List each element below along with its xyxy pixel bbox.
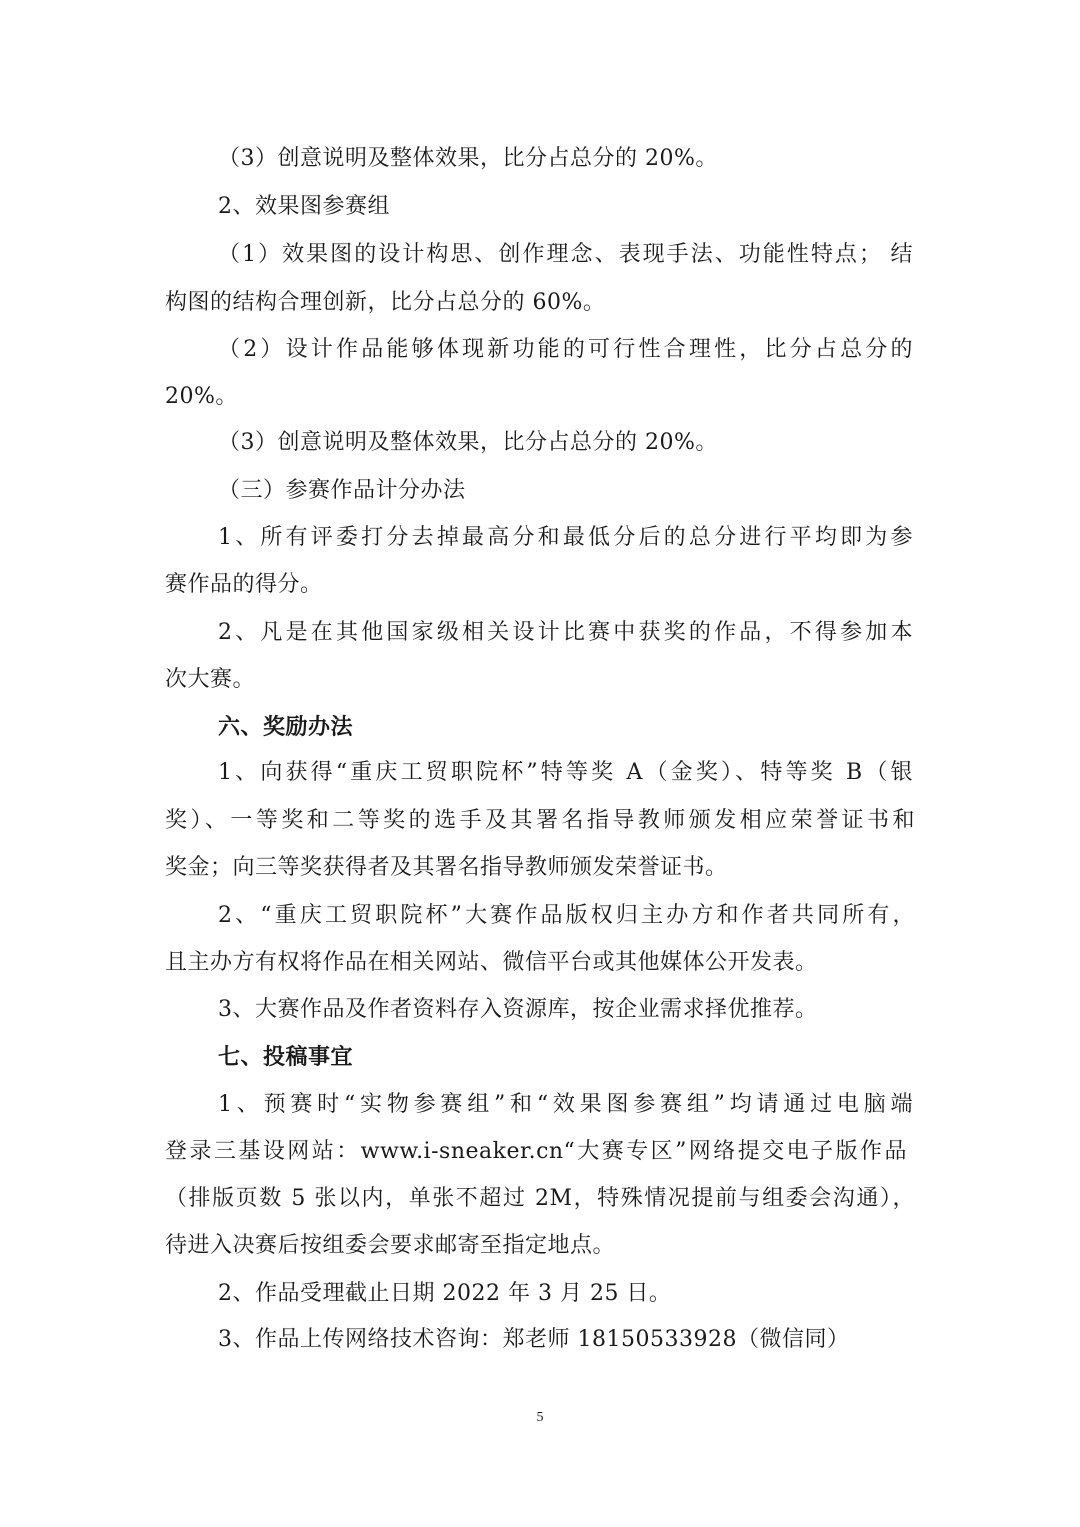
- paragraph-line: 1、向获得“重庆工贸职院杯”特等奖 A（金奖）、特等奖 B（银: [218, 760, 913, 785]
- paragraph-line: 2、“重庆工贸职院杯”大赛作品版权归主办方和作者共同所有，: [218, 903, 915, 928]
- paragraph-line: 20%。: [165, 384, 238, 409]
- section-heading: 七、投稿事宜: [218, 1044, 354, 1070]
- paragraph-line: 且主办方有权将作品在相关网站、微信平台或其他媒体公开发表。: [165, 950, 818, 975]
- paragraph-line: 1、预赛时“实物参赛组”和“效果图参赛组”均请通过电脑端: [218, 1092, 913, 1117]
- paragraph-line: （2）设计作品能够体现新功能的可行性合理性，比分占总分的: [218, 337, 913, 362]
- section-subheading: （三）参赛作品计分办法: [218, 478, 466, 503]
- paragraph-line: 构图的结构合理创新，比分占总分的 60%。: [165, 290, 606, 315]
- paragraph-line: （3）创意说明及整体效果，比分占总分的 20%。: [218, 146, 718, 171]
- paragraph-line: 奖）、一等奖和二等奖的选手及其署名指导教师颁发相应荣誉证书和: [165, 808, 915, 833]
- paragraph-line: 2、凡是在其他国家级相关设计比赛中获奖的作品，不得参加本: [218, 620, 913, 645]
- page-number: 5: [536, 1410, 544, 1425]
- paragraph-line: 3、大赛作品及作者资料存入资源库，按企业需求择优推荐。: [218, 997, 818, 1022]
- paragraph-line: 1、所有评委打分去掉最高分和最低分后的总分进行平均即为参: [218, 525, 913, 550]
- paragraph-line: （1）效果图的设计构思、创作理念、表现手法、功能性特点； 结: [218, 242, 913, 267]
- paragraph-line: 次大赛。: [165, 667, 256, 692]
- paragraph-line: 待进入决赛后按组委会要求邮寄至指定地点。: [165, 1233, 616, 1258]
- paragraph-line: 奖金；向三等奖获得者及其署名指导教师颁发荣誉证书。: [165, 855, 728, 880]
- paragraph-line: （排版页数 5 张以内，单张不超过 2M，特殊情况提前与组委会沟通），: [165, 1186, 915, 1211]
- paragraph-line: （3）创意说明及整体效果，比分占总分的 20%。: [218, 430, 718, 455]
- paragraph-line: 2、作品受理截止日期 2022 年 3 月 25 日。: [218, 1281, 672, 1306]
- paragraph-line: 登录三基设网站：www.i-sneaker.cn“大赛专区”网络提交电子版作品: [165, 1139, 907, 1164]
- paragraph-line: 3、作品上传网络技术咨询：郑老师 18150533928（微信同）: [218, 1327, 850, 1352]
- paragraph-line: 2、效果图参赛组: [218, 194, 390, 219]
- section-heading: 六、奖励办法: [218, 714, 354, 740]
- paragraph-line: 赛作品的得分。: [165, 572, 323, 597]
